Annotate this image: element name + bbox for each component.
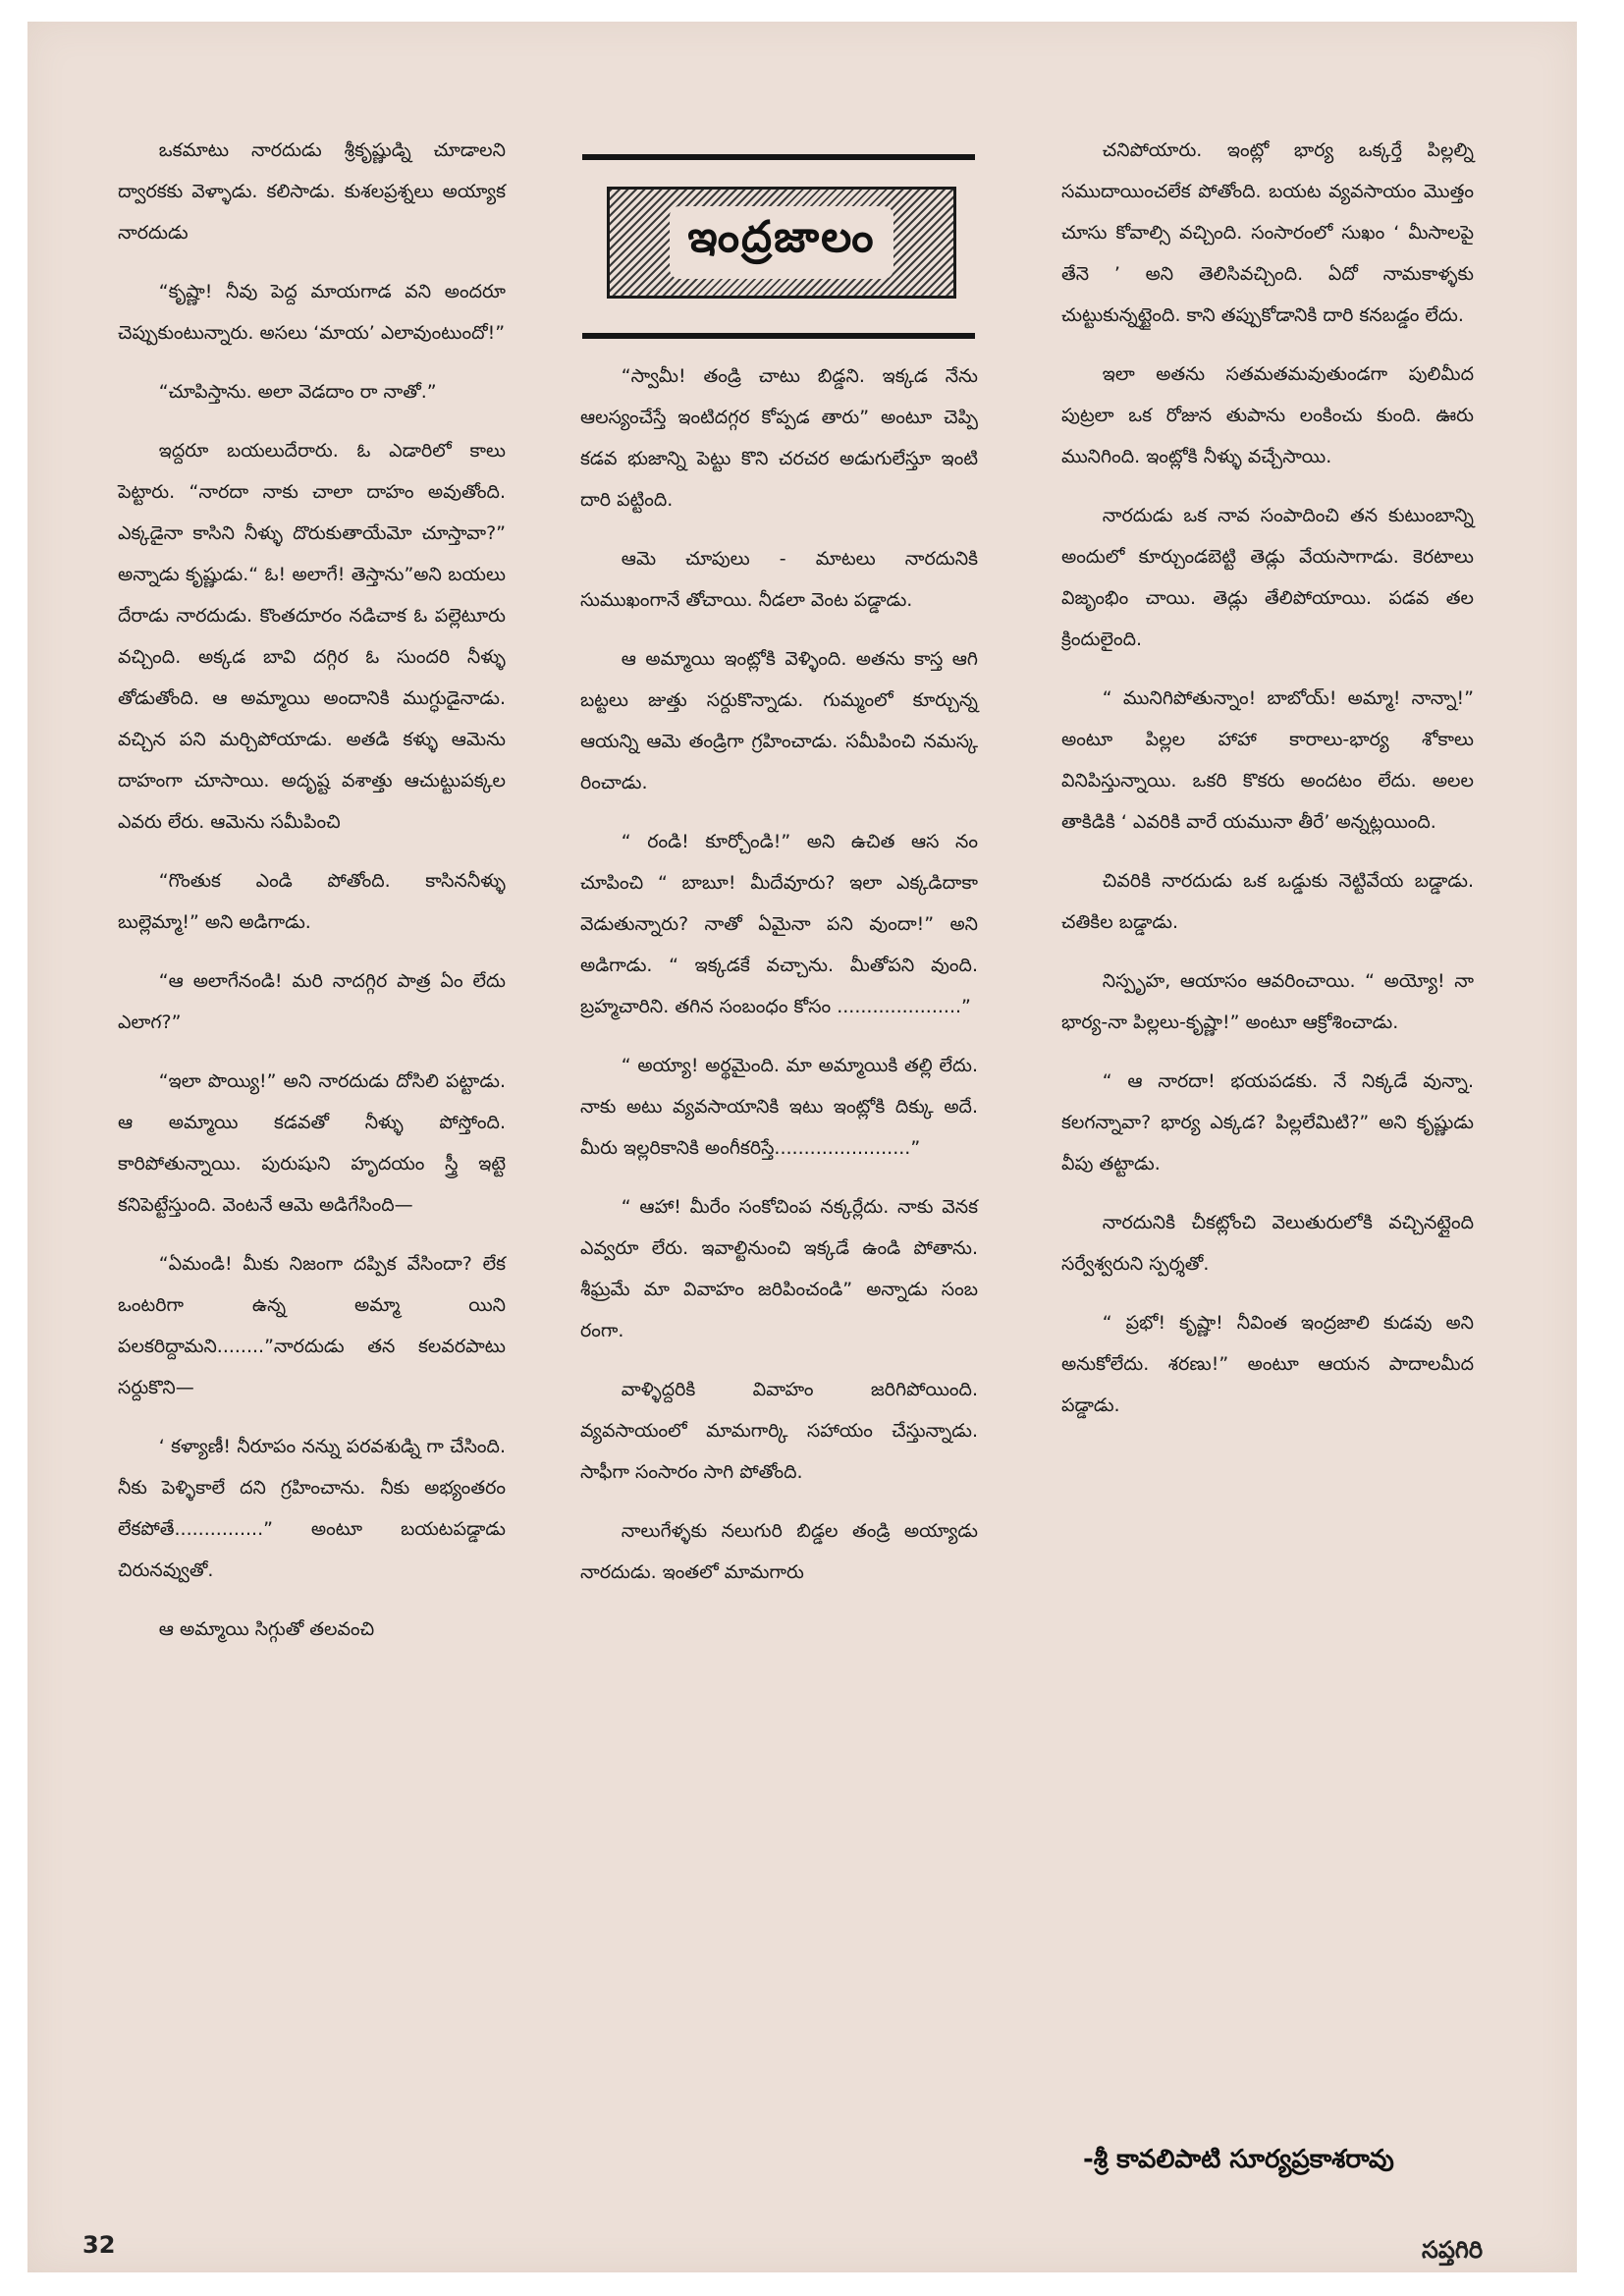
paragraph: నారదునికి చీకట్లోంచి వెలుతురులోకి వచ్చినట్లైంది సర్వేశ్వరుని స్పర్శతో. <box>1061 1212 1474 1275</box>
paragraph: “ఆ అలాగేనండి! మరి నాదగ్గిర పాత్ర ఏం లేదు ఎలాగ?” <box>118 970 506 1033</box>
paragraph: “ఇలా పొయ్యి!” అని నారదుడు దోసిలి పట్టాడు. ఆ అమ్మాయి కడవతో నీళ్ళు పోస్తోంది. కారిపోతున్నాయి. పురుషుని హృదయం స్త్రీ ఇట్టె కనిపెట్టేస్తుంది. వెంటనే ఆమె అడిగేసింది— <box>118 1070 506 1216</box>
paragraph: ఒకమాటు నారదుడు శ్రీకృష్ణుడ్ని చూడాలని ద్వారకకు వెళ్ళాడు. కలిసాడు. కుశలప్రశ్నలు అయ్యాక నారదుడు <box>118 139 506 244</box>
paragraph: “గొంతుక ఎండి పోతోంది. కాసిననీళ్ళు బుల్లెమ్మా!” అని అడిగాడు. <box>118 870 506 933</box>
paragraph: “ అయ్యా! అర్థమైంది. మా అమ్మాయికి తల్లి లేదు. నాకు అటు వ్యవసాయానికి ఇటు ఇంట్లోకి దిక్కు అదే. మీరు ఇల్లరికానికి అంగీకరిస్తే.......................” <box>580 1055 978 1159</box>
page-number: 32 <box>82 2231 116 2259</box>
column-right <box>1061 130 1474 1444</box>
story-title: ఇంద్రజాలం <box>670 206 893 279</box>
magazine-name: సప్తగిరి <box>1422 2236 1484 2264</box>
paragraph: “కృష్ణా! నీవు పెద్ద మాయగాడ వని అందరూ చెప్పుకుంటున్నారు. అసలు ‘మాయ’ ఎలావుంటుందో!” <box>118 281 506 344</box>
paragraph: “ఏమండి! మీకు నిజంగా దప్పిక వేసిందా? లేక ఒంటరిగా ఉన్న అమ్మా యిని పలకరిద్దామని........”నారదుడు తన కలవరపాటు సర్దుకొని— <box>118 1253 506 1398</box>
paragraph: చివరికి నారదుడు ఒక ఒడ్డుకు నెట్టివేయ బడ్డాడు. చతికిల బడ్డాడు. <box>1061 870 1474 933</box>
paragraph: నారదుడు ఒక నావ సంపాదించి తన కుటుంబాన్ని అందులో కూర్చుండబెట్టి తెడ్లు వేయసాగాడు. కెరటాలు విజృంభిం చాయి. తెడ్లు తేలిపోయాయి. పడవ తల క్రిందులైంది. <box>1061 505 1474 650</box>
paragraph: నిస్పృహ, ఆయాసం ఆవరించాయి. “ అయ్యో! నా భార్య-నా పిల్లలు-కృష్ణా!” అంటూ ఆక్రోశించాడు. <box>1061 970 1474 1033</box>
paragraph: ఆ అమ్మాయి సిగ్గుతో తలవంచి <box>158 1618 375 1640</box>
paragraph: వాళ్ళిద్దరికి వివాహం జరిగిపోయింది. వ్యవసాయంలో మామగార్కి సహాయం చేస్తున్నాడు. సాఫీగా సంసారం సాగి పోతోంది. <box>580 1379 978 1483</box>
column-left <box>118 130 506 1667</box>
paragraph: “ ఆ నారదా! భయపడకు. నే నిక్కడే వున్నా. కలగన్నావా? భార్య ఎక్కడ? పిల్లలేమిటి?” అని కృష్ణుడు వీపు తట్టాడు. <box>1061 1070 1474 1175</box>
magazine-page <box>27 22 1577 2272</box>
paragraph: “స్వామీ! తండ్రి చాటు బిడ్డని. ఇక్కడ నేను ఆలస్యంచేస్తే ఇంటిదగ్గర కోప్పడ తారు” అంటూ చెప్పి కడవ భుజాన్ని పెట్టు కొని చరచర అడుగులేస్తూ ఇంటి దారి పట్టింది. <box>580 365 978 511</box>
paragraph: ‘ కళ్యాణీ! నీరూపం నన్ను పరవశుడ్ని గా చేసింది. నీకు పెళ్ళికాలే దని గ్రహించాను. నీకు అభ్యంతరం లేకపోతే...............” అంటూ బయటపడ్డాడు చిరునవ్వుతో. <box>118 1436 506 1581</box>
title-rule-bottom <box>582 333 975 339</box>
title-rule-top <box>582 154 975 160</box>
paragraph: “ ప్రభో! కృష్ణా! నీవింత ఇంద్రజాలి కుడవు అని అనుకోలేదు. శరణు!” అంటూ ఆయన పాదాలమీద పడ్డాడు. <box>1061 1312 1474 1416</box>
paragraph: ఇలా అతను సతమతమవుతుండగా పులిమీద పుట్రలా ఒక రోజున తుపాను లంకించు కుంది. ఊరు మునిగింది. ఇంట్లోకి నీళ్ళు వచ్చేసాయి. <box>1061 363 1474 467</box>
paragraph: చనిపోయారు. ఇంట్లో భార్య ఒక్కర్తే పిల్లల్ని సముదాయించలేక పోతోంది. బయట వ్యవసాయం మొత్తం చూసు కోవాల్సి వచ్చింది. సంసారంలో సుఖం ‘ మీసాలపై తేనె ’ అని తెలిసివచ్చింది. ఏదో నామకాళ్ళకు చుట్టుకున్నట్టైంది. కాని తప్పుకోడానికి దారి కనబడ్డం లేదు. <box>1061 139 1474 326</box>
title-banner <box>607 187 956 299</box>
paragraph: ఇద్దరూ బయలుదేరారు. ఓ ఎడారిలో కాలు పెట్టారు. “నారదా నాకు చాలా దాహం అవుతోంది. ఎక్కడైనా కాసిని నీళ్ళు దొరుకుతాయేమో చూస్తావా?” అన్నాడు కృష్ణుడు.“ ఓ! అలాగే! తెస్తాను”అని బయలు దేరాడు నారదుడు. కొంతదూరం నడిచాక ఓ పల్లెటూరు వచ్చింది. అక్కడ బావి దగ్గిర ఓ సుందరి నీళ్ళు తోడుతోంది. ఆ అమ్మాయి అందానికి ముగ్ధుడైనాడు. వచ్చిన పని మర్చిపోయాడు. అతడి కళ్ళు ఆమెను దాహంగా చూసాయి. అదృష్ట వశాత్తు ఆచుట్టుపక్కల ఎవరు లేరు. ఆమెను సమీపించి <box>118 440 506 833</box>
paragraph: “చూపిస్తాను. అలా వెడదాం రా నాతో.” <box>158 381 437 403</box>
paragraph: నాలుగేళ్ళకు నలుగురి బిడ్డల తండ్రి అయ్యాడు నారదుడు. ఇంతలో మామగారు <box>580 1520 978 1583</box>
paragraph: ఆ అమ్మాయి ఇంట్లోకి వెళ్ళింది. అతను కాస్త ఆగి బట్టలు జుత్తు సర్దుకొన్నాడు. గుమ్మంలో కూర్చున్న ఆయన్ని ఆమె తండ్రిగా గ్రహించాడు. సమీపించి నమస్క రించాడు. <box>580 648 978 793</box>
author-signature: -శ్రీ కావలిపాటి సూర్యప్రకాశరావు <box>1083 2145 1394 2174</box>
column-middle <box>580 355 978 1611</box>
paragraph: ఆమె చూపులు - మాటలు నారదునికి సుముఖంగానే తోచాయి. నీడలా వెంట పడ్డాడు. <box>580 548 978 611</box>
paragraph: “ రండి! కూర్చోండి!” అని ఉచిత ఆస నం చూపించి “ బాబూ! మీదేవూరు? ఇలా ఎక్కడిదాకా వెడుతున్నారు? నాతో ఏమైనా పని వుందా!” అని అడిగాడు. “ ఇక్కడకే వచ్చాను. మీతోపని వుంది. బ్రహ్మచారిని. తగిన సంబంధం కోసం .....................” <box>580 831 978 1017</box>
paragraph: “ ఆహా! మీరేం సంకోచింప నక్కర్లేదు. నాకు వెనక ఎవ్వరూ లేరు. ఇవాల్టినుంచి ఇక్కడే ఉండి పోతాను. శీఘ్రమే మా వివాహం జరిపించండి” అన్నాడు సంబ రంగా. <box>580 1196 978 1341</box>
paragraph: “ మునిగిపోతున్నాం! బాబోయ్! అమ్మా! నాన్నా!” అంటూ పిల్లల హాహా కారాలు-భార్య శోకాలు వినిపిస్తున్నాయి. ఒకరి కొకరు అందటం లేదు. అలల తాకిడికి ‘ ఎవరికి వారే యమునా తీరే’ అన్నట్లయింది. <box>1061 687 1474 833</box>
